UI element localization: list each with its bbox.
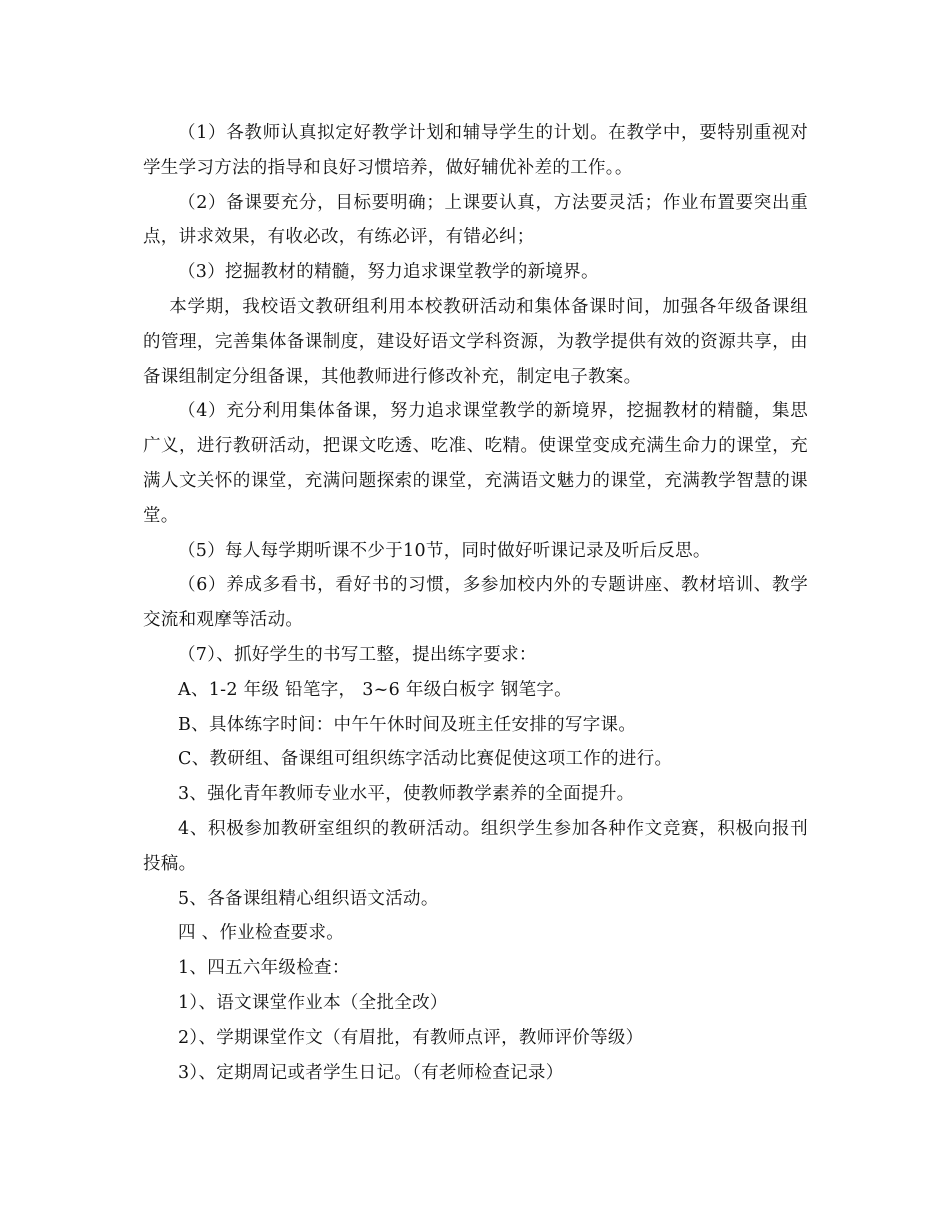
paragraph-16: 1、四五六年级检查： — [178, 958, 350, 979]
paragraph-14: 5、各备课组精心组织语文活动。 — [178, 888, 439, 909]
paragraph-15: 四 、作业检查要求。 — [178, 923, 345, 944]
paragraph-19: 3）、定期周记或者学生日记。（有老师检查记录） — [178, 1062, 564, 1083]
paragraph-5: （4）充分利用集体备课，努力追求课堂教学的新境界，挖掘教材的精髓，集思广义，进行教研活动，把课文吃透、吃准、吃精。使课堂变成充满生命力的课堂，充满人文关怀的课堂，充满问题探索的课堂，充满语文魅力的课堂，充满教学智慧的课堂。 — [143, 401, 808, 526]
paragraph-12: 3、强化青年教师专业水平，使教师教学素养的全面提升。 — [178, 784, 635, 805]
paragraph-7: （6）养成多看书，看好书的习惯，多参加校内外的专题讲座、教材培训、教学交流和观摩等活动。 — [143, 575, 808, 631]
paragraph-8: （7）、抓好学生的书写工整，提出练字要求： — [178, 644, 537, 665]
paragraph-13: 4、积极参加教研室组织的教研活动。组织学生参加各种作文竞赛，积极向报刊投稿。 — [143, 818, 808, 874]
paragraph-1: （1）各教师认真拟定好教学计划和辅导学生的计划。在教学中，要特别重视对学生学习方法的指导和良好习惯培养，做好辅优补差的工作。。 — [143, 123, 808, 178]
paragraph-17: 1）、语文课堂作业本（全批全改） — [178, 992, 448, 1013]
paragraph-4: 本学期，我校语文教研组利用本校教研活动和集体备课时间，加强各年级备课组的管理，完善集体备课制度，建设好语文学科资源，为教学提供有效的资源共享，由备课组制定分组备课，其他教师进行修改补充，制定电子教案。 — [143, 296, 808, 387]
paragraph-3: （3）挖掘教材的精髓，努力追求课堂教学的新境界。 — [178, 262, 599, 283]
paragraph-18: 2）、学期课堂作文（有眉批，有教师点评，教师评价等级） — [178, 1027, 644, 1048]
paragraph-11: C、教研组、备课组可组织练字活动比赛促使这项工作的进行。 — [178, 749, 673, 770]
paragraph-9: A、1-2 年级 铅笔字， 3~6 年级白板字 钢笔字。 — [178, 679, 572, 700]
document-body — [143, 116, 808, 1090]
paragraph-2: （2）备课要充分，目标要明确；上课要认真，方法要灵活；作业布置要突出重点，讲求效果，有收必改，有练必评，有错必纠； — [143, 192, 808, 248]
paragraph-6: （5）每人每学期听课不少于10节，同时做好听课记录及听后反思。 — [178, 540, 711, 561]
paragraph-10: B、具体练字时间：中午午休时间及班主任安排的写字课。 — [178, 714, 637, 735]
